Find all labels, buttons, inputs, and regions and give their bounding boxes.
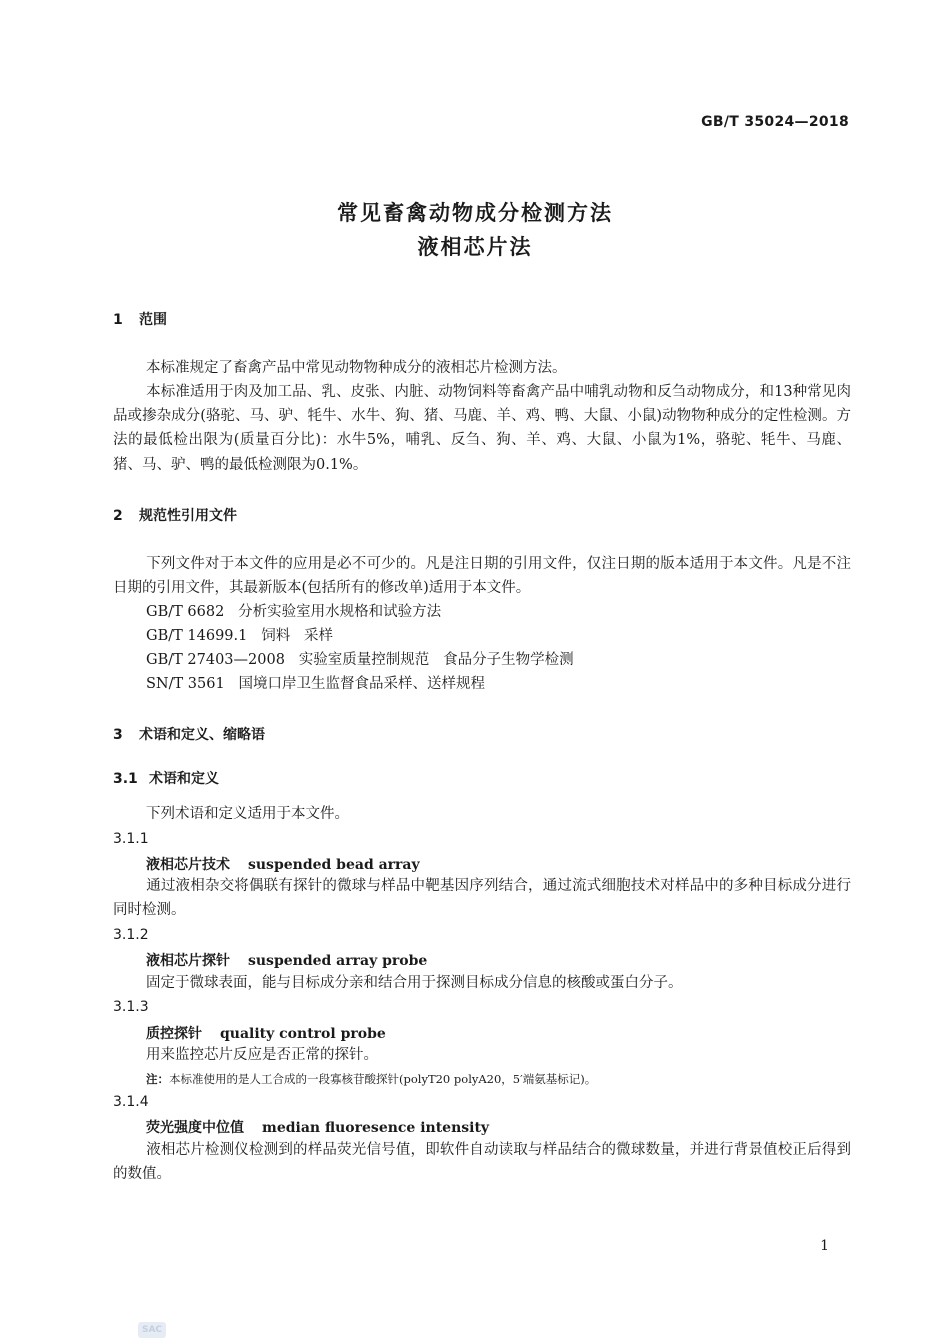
term-number: 3.1.4 xyxy=(113,1094,149,1110)
paragraph-text: 下列文件对于本文件的应用是必不可少的。凡是注日期的引用文件，仅注日期的版本适用于本文件。凡是不注日期的引用文件，其最新版本(包括所有的修改单)适用于本文件。 xyxy=(113,556,851,597)
term-heading xyxy=(146,854,420,874)
term-english: suspended bead array xyxy=(248,857,420,873)
term-definition xyxy=(113,1043,851,1067)
subsection-3-1-heading xyxy=(113,768,219,788)
term-english: suspended array probe xyxy=(248,953,428,969)
term-number: 3.1.3 xyxy=(113,999,149,1015)
normative-reference: GB/T 27403—2008 实验室质量控制规范 食品分子生物学检测 xyxy=(146,652,574,668)
section-2-paragraph-1 xyxy=(113,552,851,600)
paragraph-text: 通过液相杂交将偶联有探针的微球与样品中靶基因序列结合，通过流式细胞技术对样品中的多种目标成分进行同时检测。 xyxy=(113,878,851,919)
term-note xyxy=(146,1071,596,1087)
standard-number: GB/T 35024—2018 xyxy=(701,114,849,130)
section-number: 3 xyxy=(113,727,123,743)
paragraph-text: 下列术语和定义适用于本文件。 xyxy=(146,806,349,822)
section-number: 2 xyxy=(113,508,123,524)
term-chinese: 液相芯片探针 xyxy=(146,953,230,969)
term-definition xyxy=(113,874,851,922)
publisher-watermark-icon: SAC xyxy=(138,1322,166,1338)
term-chinese: 液相芯片技术 xyxy=(146,857,230,873)
document-subtitle: 液相芯片法 xyxy=(417,235,533,259)
term-heading xyxy=(146,1023,386,1043)
term-english: quality control probe xyxy=(220,1026,386,1042)
page-number: 1 xyxy=(820,1238,829,1254)
section-1-paragraph-2 xyxy=(113,380,851,477)
section-1-heading xyxy=(113,309,167,329)
normative-reference: GB/T 14699.1 饲料 采样 xyxy=(146,628,334,644)
paragraph-text: 本标准适用于肉及加工品、乳、皮张、内脏、动物饲料等畜禽产品中哺乳动物和反刍动物成分，和13种常见肉品或掺杂成分(骆驼、马、驴、牦牛、水牛、狗、猪、马鹿、羊、鸡、鸭、大鼠、小鼠)动物物种成分的定性检测。方法的最低检出限为(质量百分比)：水牛5%，哺乳、反刍、狗、羊、鸡、大鼠、小鼠为1%，骆驼、牦牛、马鹿、猪、马、驴、鸭的最低检测限为0.1%。 xyxy=(113,384,851,473)
paragraph-text: 固定于微球表面，能与目标成分亲和结合用于探测目标成分信息的核酸或蛋白分子。 xyxy=(146,975,683,991)
terms-intro xyxy=(113,802,851,826)
section-3-heading xyxy=(113,724,265,744)
note-label: 注： xyxy=(146,1072,169,1086)
section-title: 术语和定义、缩略语 xyxy=(139,727,265,743)
paragraph-text: 用来监控芯片反应是否正常的探针。 xyxy=(146,1047,378,1063)
document-title: 常见畜禽动物成分检测方法 xyxy=(337,201,613,225)
section-number: 1 xyxy=(113,312,123,328)
note-text: 本标准使用的是人工合成的一段寡核苷酸探针(polyT20 polyA20，5′端氨基标记)。 xyxy=(169,1072,597,1086)
term-definition xyxy=(113,1138,851,1186)
section-1-paragraph-1 xyxy=(113,356,851,380)
section-2-heading xyxy=(113,505,237,525)
paragraph-text: 本标准规定了畜禽产品中常见动物物种成分的液相芯片检测方法。 xyxy=(146,360,567,376)
section-title: 规范性引用文件 xyxy=(139,508,237,524)
normative-reference: SN/T 3561 国境口岸卫生监督食品采样、送样规程 xyxy=(146,676,486,692)
term-heading xyxy=(146,1117,489,1137)
term-chinese: 质控探针 xyxy=(146,1026,202,1042)
term-number: 3.1.1 xyxy=(113,831,149,847)
paragraph-text: 液相芯片检测仪检测到的样品荧光信号值，即软件自动读取与样品结合的微球数量，并进行背景值校正后得到的数值。 xyxy=(113,1142,851,1183)
term-chinese: 荧光强度中位值 xyxy=(146,1120,244,1136)
term-heading xyxy=(146,950,427,970)
term-definition xyxy=(113,971,851,995)
normative-reference: GB/T 6682 分析实验室用水规格和试验方法 xyxy=(146,604,442,620)
term-english: median fluoresence intensity xyxy=(262,1120,490,1136)
subsection-title: 术语和定义 xyxy=(149,771,219,787)
subsection-number: 3.1 xyxy=(113,771,138,787)
section-title: 范围 xyxy=(139,312,167,328)
term-number: 3.1.2 xyxy=(113,927,149,943)
